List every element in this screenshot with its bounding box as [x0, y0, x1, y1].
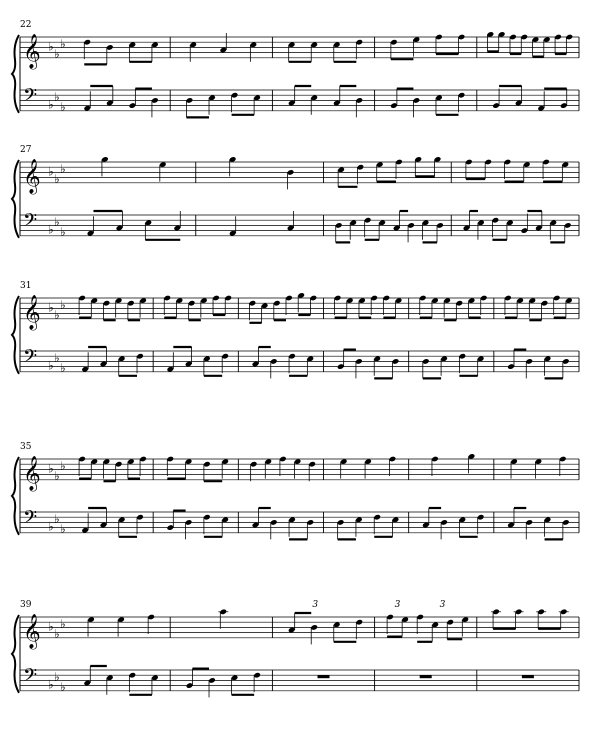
flat-icon: ♭ — [54, 47, 60, 62]
flat-icon: ♭ — [54, 308, 60, 323]
flat-icon: ♭ — [60, 361, 66, 376]
bass-clef-icon: 𝄢 — [23, 346, 38, 372]
flat-icon: ♭ — [60, 522, 66, 537]
flat-icon: ♭ — [48, 619, 54, 634]
treble-clef-icon: 𝄞 — [23, 455, 41, 491]
flat-icon: ♭ — [48, 39, 54, 54]
measure-number: 39 — [20, 600, 32, 610]
flat-icon: ♭ — [60, 458, 66, 473]
system-1 — [12, 20, 579, 117]
system-3 — [12, 281, 579, 378]
flat-icon: ♭ — [60, 616, 66, 631]
flat-icon: ♭ — [54, 669, 60, 684]
rest — [420, 675, 432, 678]
treble-clef-icon: 𝄞 — [23, 294, 41, 330]
flat-icon: ♭ — [60, 36, 66, 51]
brace — [12, 35, 19, 113]
triplet-mark: 3 — [312, 600, 319, 610]
flat-icon: ♭ — [54, 172, 60, 187]
measure-number: 31 — [20, 281, 32, 291]
flat-icon: ♭ — [48, 97, 54, 112]
flat-icon: ♭ — [60, 161, 66, 176]
flat-icon: ♭ — [54, 214, 60, 229]
triplet-mark: 3 — [394, 600, 401, 610]
treble-clef-icon: 𝄞 — [23, 33, 41, 69]
flat-icon: ♭ — [48, 461, 54, 476]
brace — [12, 615, 19, 693]
system-4 — [12, 442, 579, 539]
measure-number: 22 — [20, 20, 32, 30]
flat-icon: ♭ — [48, 222, 54, 237]
flat-icon: ♭ — [60, 680, 66, 695]
bass-clef-icon: 𝄢 — [23, 507, 38, 533]
flat-icon: ♭ — [54, 89, 60, 104]
bass-clef-icon: 𝄢 — [23, 665, 38, 691]
flat-icon: ♭ — [54, 350, 60, 365]
treble-clef-icon: 𝄞 — [23, 158, 41, 194]
flat-icon: ♭ — [60, 100, 66, 115]
rest — [318, 675, 330, 678]
system-5 — [12, 600, 579, 697]
flat-icon: ♭ — [60, 297, 66, 312]
system-2 — [12, 145, 579, 242]
measure-number: 27 — [20, 145, 32, 155]
treble-clef-icon: 𝄞 — [23, 613, 41, 649]
rest — [522, 675, 534, 678]
flat-icon: ♭ — [48, 358, 54, 373]
flat-icon: ♭ — [48, 300, 54, 315]
brace — [12, 457, 19, 535]
flat-icon: ♭ — [48, 164, 54, 179]
bass-clef-icon: 𝄢 — [23, 85, 38, 111]
flat-icon: ♭ — [48, 677, 54, 692]
flat-icon: ♭ — [60, 225, 66, 240]
measure-number: 35 — [20, 442, 32, 452]
triplet-mark: 3 — [439, 600, 446, 610]
brace — [12, 296, 19, 374]
flat-icon: ♭ — [54, 627, 60, 642]
flat-icon: ♭ — [54, 511, 60, 526]
flat-icon: ♭ — [54, 469, 60, 484]
bass-clef-icon: 𝄢 — [23, 210, 38, 236]
brace — [12, 160, 19, 238]
flat-icon: ♭ — [48, 519, 54, 534]
